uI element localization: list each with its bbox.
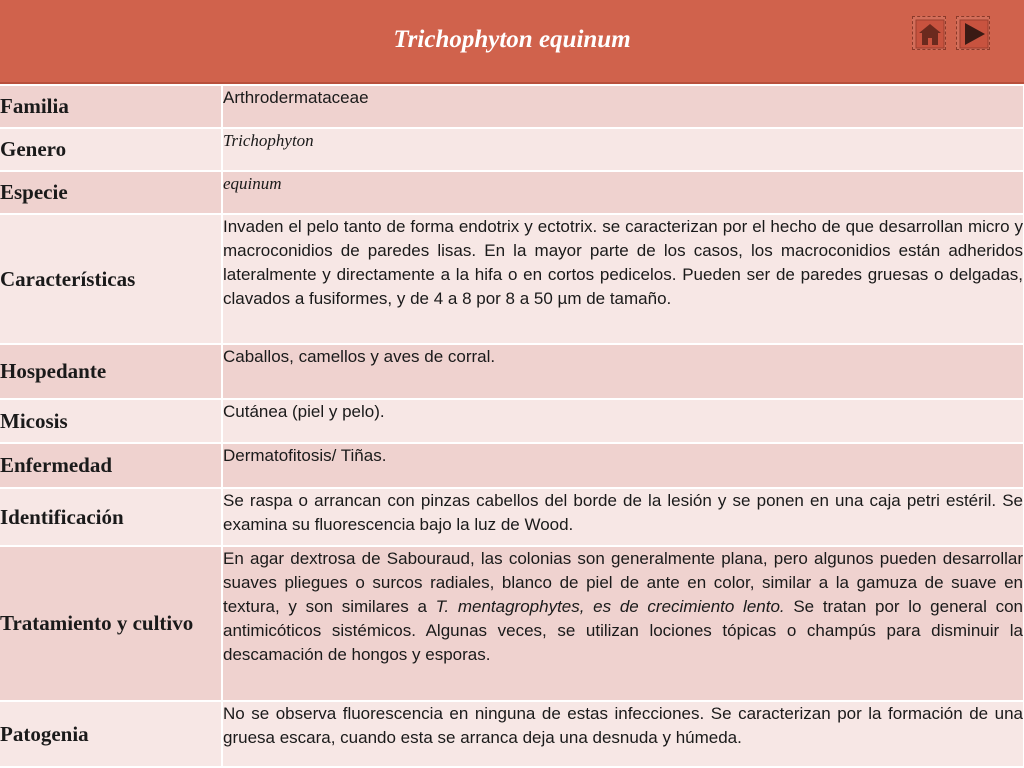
- value-text-italic: T. mentagrophytes, es de crecimiento lento.: [435, 597, 785, 616]
- row-value: equinum: [222, 171, 1024, 214]
- title-bar: [0, 0, 1024, 84]
- table-row-tratamiento: [0, 546, 1024, 701]
- row-value: [222, 546, 1024, 701]
- table-row-enfermedad: [0, 443, 1024, 488]
- row-value: Trichophyton: [222, 128, 1024, 171]
- row-label: Características: [0, 214, 222, 344]
- table-row-patogenia: [0, 701, 1024, 767]
- table-row-genero: [0, 128, 1024, 171]
- play-right-icon: [957, 17, 991, 51]
- row-label: Genero: [0, 128, 222, 171]
- row-value: Arthrodermataceae: [222, 85, 1024, 128]
- value-text-part2: Se tratan por lo general con antimicóticos sistémicos. Algunas veces, se utilizan lociones tópicas o champús para disminuir la descamación de hongos y esporas.: [223, 597, 1023, 664]
- row-label: Enfermedad: [0, 443, 222, 488]
- row-label: Patogenia: [0, 701, 222, 767]
- row-label: Especie: [0, 171, 222, 214]
- row-value: Se raspa o arrancan con pinzas cabellos del borde de la lesión y se ponen en una caja petri estéril. Se examina su fluorescencia bajo la luz de Wood.: [222, 488, 1024, 546]
- table-row-caracteristicas: [0, 214, 1024, 344]
- row-value: Invaden el pelo tanto de forma endotrix y ectotrix. se caracterizan por el hecho de que desarrollan micro y macroconidios de paredes lisas. En la mayor parte de los casos, los macroconidios están adheridos lateralmente y directamente a la hifa o en cortos pedicelos. Pueden ser de paredes gruesas o delgadas, clavados a fusiformes, y de 4 a 8 por 8 a 50 µm de tamaño.: [222, 214, 1024, 344]
- home-button[interactable]: [912, 16, 946, 50]
- row-value: No se observa fluorescencia en ninguna de estas infecciones. Se caracterizan por la formación de una gruesa escara, cuando esta se arranca deja una desnuda y húmeda.: [222, 701, 1024, 767]
- table-row-hospedante: [0, 344, 1024, 399]
- table-row-familia: [0, 85, 1024, 128]
- table-row-identificacion: [0, 488, 1024, 546]
- row-label: Tratamiento y cultivo: [0, 546, 222, 701]
- row-label: Micosis: [0, 399, 222, 443]
- table-row-especie: [0, 171, 1024, 214]
- row-label: Familia: [0, 85, 222, 128]
- page-title: Trichophyton equinum: [393, 26, 631, 53]
- next-slide-button[interactable]: [956, 16, 990, 50]
- table-row-micosis: [0, 399, 1024, 443]
- row-value: Caballos, camellos y aves de corral.: [222, 344, 1024, 399]
- row-value: Dermatofitosis/ Tiñas.: [222, 443, 1024, 488]
- home-icon: [913, 17, 947, 51]
- value-text-part1: En agar dextrosa de Sabouraud, las colonias son generalmente plana, pero algunos pueden desarrollar suaves pliegues o surcos radiales, blanco de piel de ante en color, similar a la gamuza de suave en textura, y son similares a: [223, 549, 1023, 616]
- taxonomy-table: [0, 84, 1024, 768]
- row-label: Hospedante: [0, 344, 222, 399]
- row-value: Cutánea (piel y pelo).: [222, 399, 1024, 443]
- row-label: Identificación: [0, 488, 222, 546]
